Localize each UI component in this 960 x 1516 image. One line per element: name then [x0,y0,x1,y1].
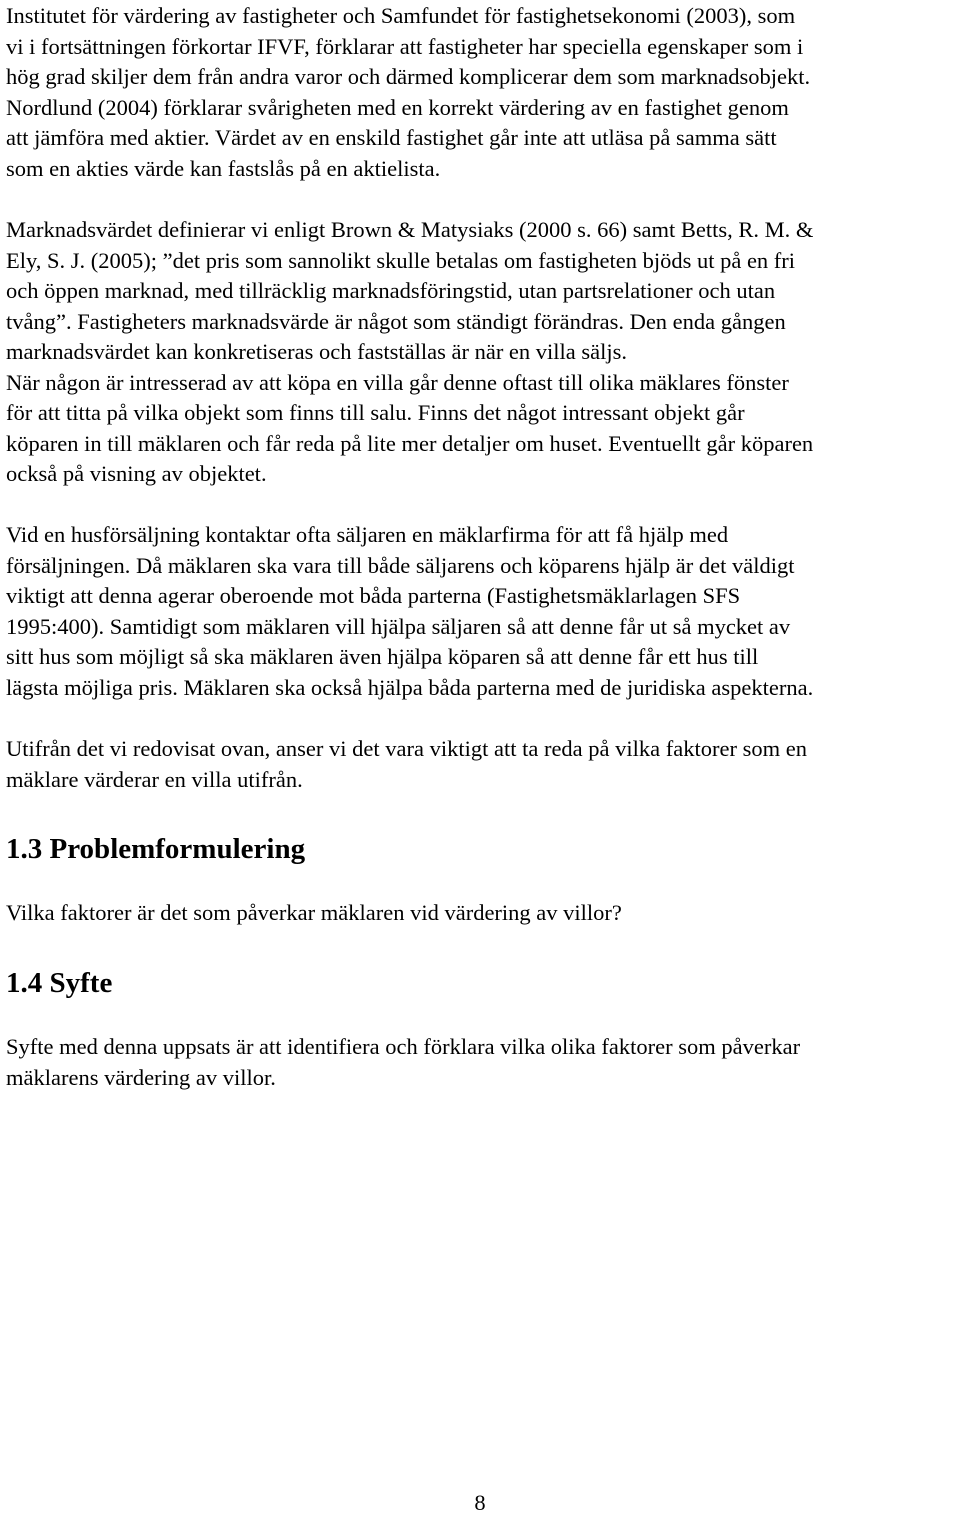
paragraph-2-line-2: Ely, S. J. (2005); ”det pris som sannolikt skulle betalas om fastigheten bjöds ut på en fri [6,248,796,273]
paragraph-1-line-4: Nordlund (2004) förklarar svårigheten med en korrekt värdering av en fastighet genom [6,95,789,120]
paragraph-2-line-6: När någon är intresserad av att köpa en villa går denne oftast till olika mäklares fönster [6,370,789,395]
paragraph-3-line-1: Vid en husförsäljning kontaktar ofta säljaren en mäklarfirma för att få hjälp med [6,522,729,547]
page-number: 8 [474,1490,486,1515]
section-heading-syfte: 1.4 Syfte [6,967,113,999]
paragraph-4-line-1: Utifrån det vi redovisat ovan, anser vi det vara viktigt att ta reda på vilka faktorer som en [6,736,807,761]
problem-statement: Vilka faktorer är det som påverkar mäklaren vid värdering av villor? [6,900,622,925]
paragraph-2-line-9: också på visning av objektet. [6,461,267,486]
paragraph-2-line-1: Marknadsvärdet definierar vi enligt Brown & Matysiaks (2000 s. 66) samt Betts, R. M. & [6,217,814,242]
paragraph-2-line-3: och öppen marknad, med tillräcklig marknadsföringstid, utan partsrelationer och utan [6,278,776,303]
paragraph-1-line-5: att jämföra med aktier. Värdet av en enskild fastighet går inte att utläsa på samma sätt [6,125,777,150]
paragraph-1-line-3: hög grad skiljer dem från andra varor och därmed komplicerar dem som marknadsobjekt. [6,64,811,89]
paragraph-2-line-4: tvång”. Fastigheters marknadsvärde är något som ständigt förändras. Den enda gången [6,309,786,334]
paragraph-3-line-6: lägsta möjliga pris. Mäklaren ska också hjälpa båda parterna med de juridiska aspekterna. [6,675,814,700]
paragraph-3-line-2: försäljningen. Då mäklaren ska vara till både säljarens och köparens hjälp är det väldigt [6,553,795,578]
paragraph-2-line-5: marknadsvärdet kan konkretiseras och fastställas är när en villa säljs. [6,339,628,364]
paragraph-4-line-2: mäklare värderar en villa utifrån. [6,767,303,792]
purpose-line-2: mäklarens värdering av villor. [6,1065,276,1090]
paragraph-3-line-3: viktigt att denna agerar oberoende mot båda parterna (Fastighetsmäklarlagen SFS [6,583,741,608]
paragraph-1-line-6: som en akties värde kan fastslås på en aktielista. [6,156,441,181]
paragraph-3-line-5: sitt hus som möjligt så ska mäklaren även hjälpa köparen så att denne får ett hus till [6,644,759,669]
purpose-line-1: Syfte med denna uppsats är att identifiera och förklara vilka olika faktorer som påverkar [6,1034,801,1059]
paragraph-2-line-8: köparen in till mäklaren och får reda på lite mer detaljer om huset. Eventuellt går köparen [6,431,814,456]
paragraph-3-line-4: 1995:400). Samtidigt som mäklaren vill hjälpa säljaren så att denne får ut så mycket av [6,614,791,639]
section-heading-problemformulering: 1.3 Problemformulering [6,833,306,865]
paragraph-1-line-2: vi i fortsättningen förkortar IFVF, förklarar att fastigheter har speciella egenskaper som i [6,34,804,59]
paragraph-2-line-7: för att titta på vilka objekt som finns till salu. Finns det något intressant objekt går [6,400,745,425]
paragraph-1-line-1: Institutet för värdering av fastigheter och Samfundet för fastighetsekonomi (2003), som [6,3,796,28]
